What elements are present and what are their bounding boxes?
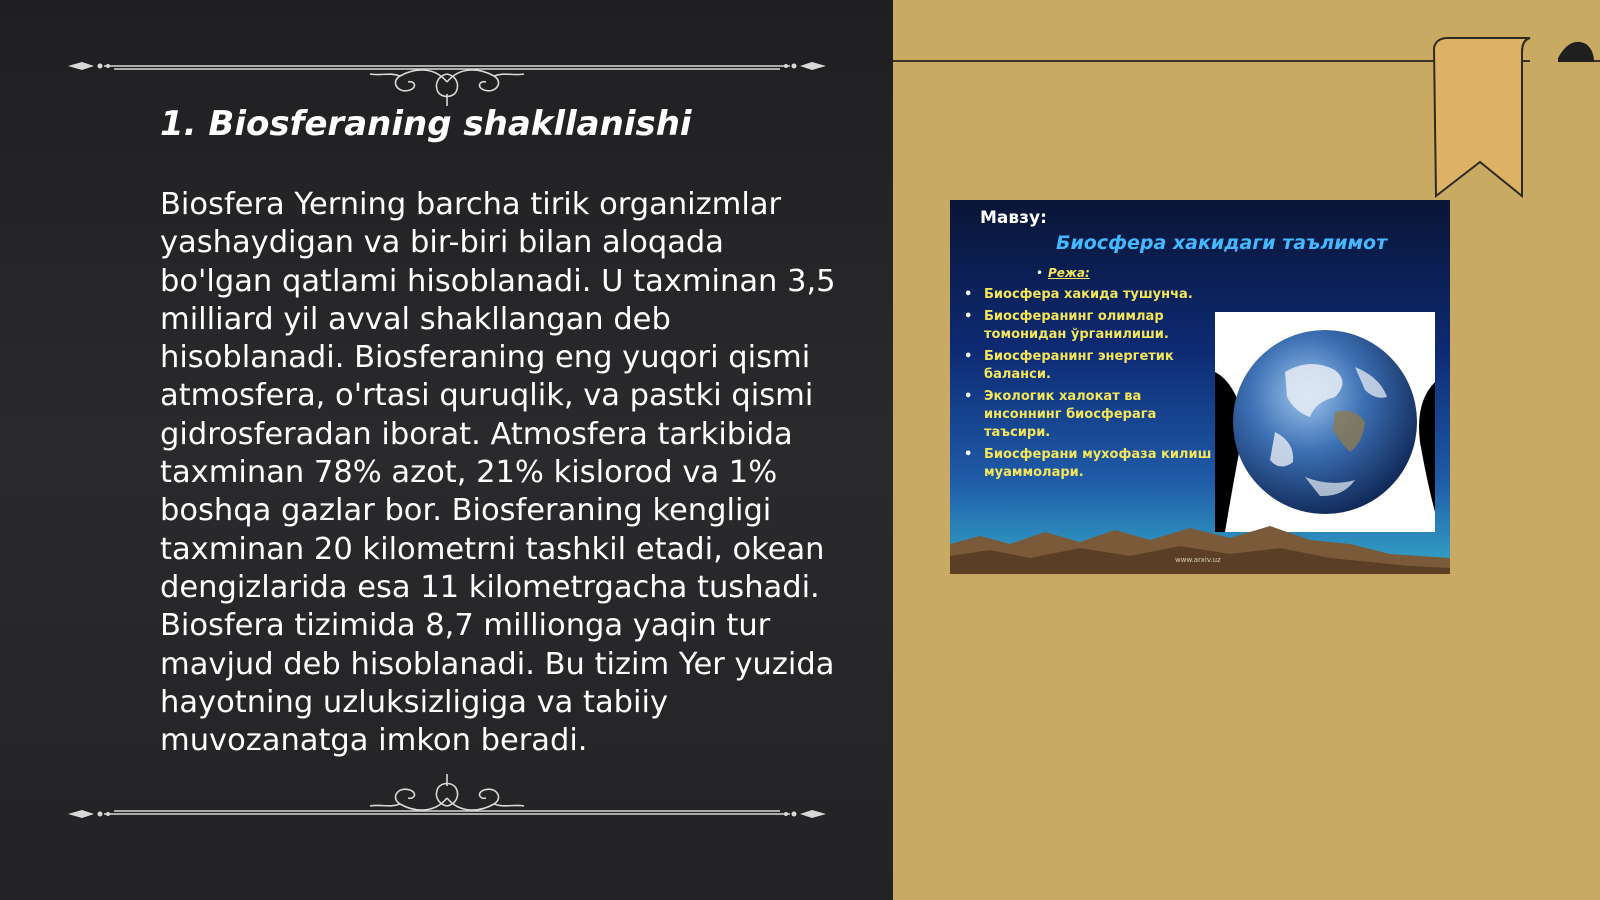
list-item-label: Экологик халокат ва инсоннинг биосферага таъсири.	[984, 389, 1157, 440]
image-plan-label: Режа:	[1048, 266, 1090, 280]
bullet-icon: •	[964, 389, 973, 404]
scroll-flourish-icon	[64, 770, 830, 830]
biosphere-slide-image	[950, 200, 1450, 574]
bullet-icon: •	[964, 287, 973, 302]
scroll-flourish-icon	[64, 50, 830, 110]
list-item	[964, 446, 1214, 482]
bullet-icon: •	[964, 349, 973, 364]
bullet-icon: •	[1036, 266, 1044, 280]
bookmark-icon	[1430, 34, 1600, 200]
earth-image-frame	[1215, 312, 1435, 532]
list-item-label: Биосфера хакида тушунча.	[984, 287, 1193, 302]
image-topic: Биосфера хакидаги таълимот	[1056, 232, 1388, 254]
image-plan-list	[964, 286, 1214, 486]
list-item	[964, 286, 1214, 304]
image-heading: Мавзу:	[980, 208, 1047, 228]
earth-globe-icon	[1215, 312, 1435, 532]
bullet-icon: •	[964, 309, 973, 324]
list-item	[964, 348, 1214, 384]
image-footer: www.arxiv.uz	[1175, 556, 1221, 564]
list-item-label: Биосферани мухофаза килиш муаммолари.	[984, 447, 1212, 480]
list-item-label: Биосферанинг олимлар томонидан ўрганилиши.	[984, 309, 1169, 342]
list-item-label: Биосферанинг энергетик баланси.	[984, 349, 1174, 382]
list-item	[964, 308, 1214, 344]
slide-title: 1. Biosferaning shakllanishi	[160, 104, 692, 144]
mountains-graphic	[950, 514, 1450, 574]
slide-body-text: Biosfera Yerning barcha tirik organizmlar yashaydigan va bir-biri bilan aloqada bo'lgan qatlami hisoblanadi. U taxminan 3,5 milliard yil avval shakllangan deb hisoblanadi. Biosferaning eng yuqori qismi atmosfera, o'rtasi quruqlik, va pastki qismi gidrosferadan iborat. Atmosfera tarkibida taxminan 78% azot, 21% kislorod va 1% boshqa gazlar bor. Biosferaning kengligi taxminan 20 kilometrni tashkil etadi, okean dengizlarida esa 11 kilometrgacha tushadi. Biosfera tizimida 8,7 millionga yaqin tur mavjud deb hisoblanadi. Bu tizim Yer yuzida hayotning uzluksizligiga va tabiiy muvozanatga imkon beradi.	[160, 187, 836, 759]
bullet-icon: •	[964, 447, 973, 462]
list-item	[964, 388, 1214, 442]
